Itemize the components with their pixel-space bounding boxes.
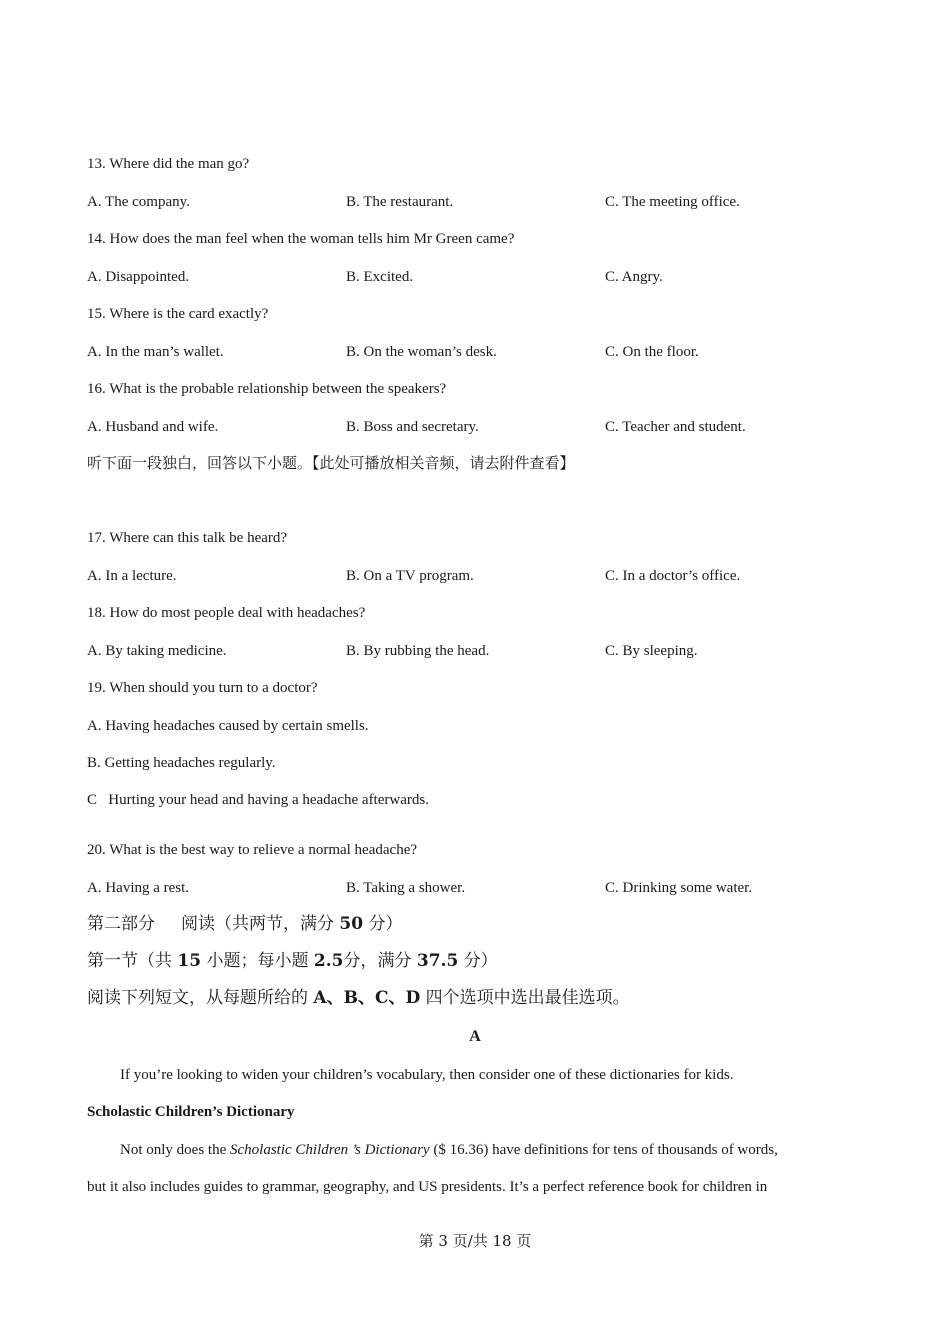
option-a: A. Having a rest. [87, 880, 190, 896]
question-stem: 14. How does the man feel when the woman tells him Mr Green came? [87, 231, 515, 247]
passage-paragraph-cont: but it also includes guides to grammar, geography, and US presidents. It’s a perfect reference book for children in [87, 1179, 768, 1195]
question-stem: 13. Where did the man go? [87, 156, 250, 172]
part2-title: 第二部分 阅读（共两节，满分 50 分） [87, 914, 403, 934]
option-b: B. Taking a shower. [346, 880, 466, 896]
question-stem: 19. When should you turn to a doctor? [87, 680, 318, 696]
option-c: C. On the floor. [605, 344, 699, 360]
option-a: A. In the man’s wallet. [87, 344, 224, 360]
question-stem: 15. Where is the card exactly? [87, 306, 269, 322]
option-a: A. In a lecture. [87, 568, 177, 584]
option-a: A. Disappointed. [87, 269, 190, 285]
monologue-instruction: 听下面一段独白，回答以下小题。【此处可播放相关音频，请去附件查看】 [87, 454, 575, 472]
question-stem: 18. How do most people deal with headaches? [87, 605, 366, 621]
question-stem: 20. What is the best way to relieve a normal headache? [87, 842, 418, 858]
question-stem: 16. What is the probable relationship between the speakers? [87, 381, 447, 397]
option-c: C. Drinking some water. [605, 880, 753, 896]
passage-heading: Scholastic Children’s Dictionary [87, 1104, 295, 1120]
reading-instruction: 阅读下列短文，从每题所给的 A、B、C、D 四个选项中选出最佳选项。 [87, 988, 630, 1008]
option-c: C. Angry. [605, 269, 663, 285]
passage-label: A [469, 1028, 481, 1045]
option-a: A. By taking medicine. [87, 643, 227, 659]
option-b: B. Getting headaches regularly. [87, 755, 276, 771]
option-b: B. The restaurant. [346, 194, 454, 210]
page-footer: 第 3 页/共 18 页 [418, 1232, 532, 1250]
option-b: B. Boss and secretary. [346, 419, 479, 435]
option-c: C. By sleeping. [605, 643, 698, 659]
option-c: C. In a doctor’s office. [605, 568, 741, 584]
question-stem: 17. Where can this talk be heard? [87, 530, 288, 546]
option-b: B. On the woman’s desk. [346, 344, 497, 360]
option-a: A. Husband and wife. [87, 419, 219, 435]
section1-title: 第一节（共 15 小题；每小题 2.5分，满分 37.5 分） [87, 951, 498, 971]
option-b: B. Excited. [346, 269, 414, 285]
passage-paragraph: Not only does the Scholastic Children ’s Dictionary ($ 16.36) have definitions for tens of thousands of words, [120, 1142, 778, 1158]
option-c: C. The meeting office. [605, 194, 740, 210]
option-a: A. The company. [87, 194, 190, 210]
option-c: C. Teacher and student. [605, 419, 746, 435]
option-a: A. Having headaches caused by certain smells. [87, 718, 369, 734]
option-b: B. By rubbing the head. [346, 643, 490, 659]
passage-intro: If you’re looking to widen your children’s vocabulary, then consider one of these dictionaries for kids. [120, 1067, 734, 1083]
option-c: C Hurting your head and having a headache afterwards. [87, 792, 429, 808]
option-b: B. On a TV program. [346, 568, 474, 584]
